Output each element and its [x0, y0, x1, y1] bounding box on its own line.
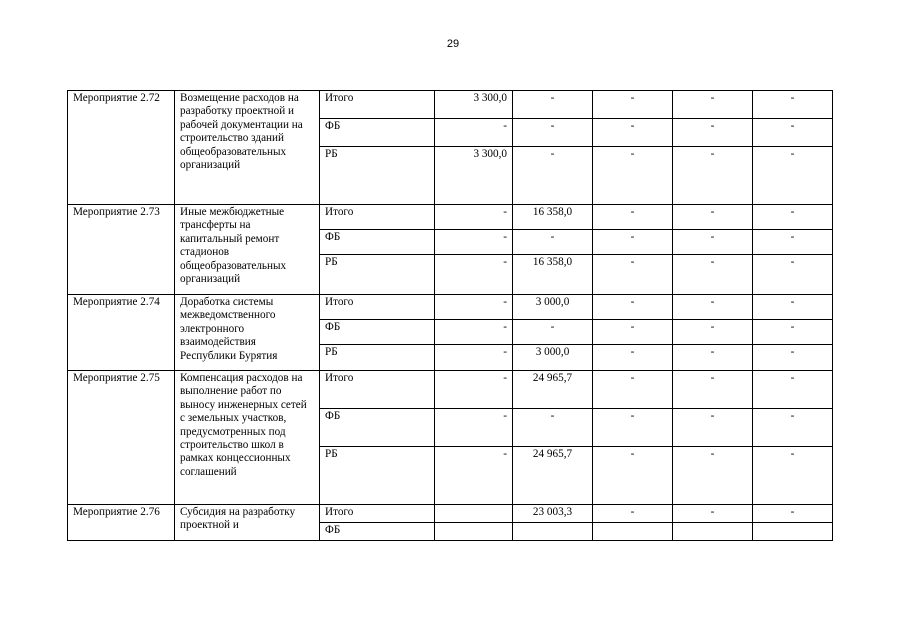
page-number: 29 [446, 38, 460, 50]
value-cell: - [753, 119, 833, 147]
value-cell: 16 358,0 [513, 205, 593, 230]
funding-source-cell: ФБ [320, 230, 435, 255]
funding-source-cell: РБ [320, 255, 435, 295]
value-cell: - [513, 147, 593, 205]
value-cell: - [435, 320, 513, 345]
value-cell: - [435, 345, 513, 371]
value-cell: 16 358,0 [513, 255, 593, 295]
value-cell: - [753, 409, 833, 447]
value-cell [513, 523, 593, 541]
value-cell: - [435, 447, 513, 505]
value-cell: 3 300,0 [435, 91, 513, 119]
value-cell: - [673, 91, 753, 119]
value-cell: 3 300,0 [435, 147, 513, 205]
measure-id-cell: Мероприятие 2.76 [68, 505, 175, 541]
value-cell: - [593, 205, 673, 230]
value-cell: - [593, 320, 673, 345]
value-cell: - [753, 505, 833, 523]
measure-name-cell: Доработка системы межведомственного электронного взаимодействия Республики Бурятия [175, 295, 320, 371]
table-row [68, 295, 833, 320]
value-cell: 24 965,7 [513, 447, 593, 505]
value-cell: - [753, 147, 833, 205]
measure-id-cell: Мероприятие 2.74 [68, 295, 175, 371]
measure-name-cell: Иные межбюджетные трансферты на капитальный ремонт стадионов общеобразовательных организаций [175, 205, 320, 295]
funding-source-cell: Итого [320, 91, 435, 119]
funding-source-cell: ФБ [320, 409, 435, 447]
value-cell: - [513, 119, 593, 147]
value-cell: 3 000,0 [513, 295, 593, 320]
value-cell: - [753, 447, 833, 505]
value-cell: - [753, 255, 833, 295]
funding-source-cell: Итого [320, 371, 435, 409]
value-cell: - [435, 119, 513, 147]
value-cell: - [753, 91, 833, 119]
table-row [68, 371, 833, 409]
value-cell: - [673, 447, 753, 505]
table-row [68, 205, 833, 230]
value-cell [673, 523, 753, 541]
value-cell: - [673, 505, 753, 523]
value-cell [435, 505, 513, 523]
value-cell: 23 003,3 [513, 505, 593, 523]
value-cell: - [673, 345, 753, 371]
value-cell: - [513, 320, 593, 345]
value-cell: - [673, 147, 753, 205]
funding-source-cell: ФБ [320, 320, 435, 345]
value-cell: - [593, 255, 673, 295]
value-cell: - [593, 505, 673, 523]
measure-name-cell: Субсидия на разработку проектной и [175, 505, 320, 541]
value-cell: - [593, 295, 673, 320]
value-cell: - [673, 295, 753, 320]
value-cell: - [593, 447, 673, 505]
value-cell: - [673, 205, 753, 230]
measure-id-cell: Мероприятие 2.75 [68, 371, 175, 505]
budget-table [67, 90, 833, 541]
value-cell: - [435, 409, 513, 447]
table-row [68, 505, 833, 523]
value-cell: - [593, 119, 673, 147]
value-cell: - [513, 230, 593, 255]
value-cell: - [753, 205, 833, 230]
value-cell: - [513, 91, 593, 119]
value-cell: - [435, 205, 513, 230]
value-cell: - [593, 91, 673, 119]
value-cell: - [753, 230, 833, 255]
table-row [68, 91, 833, 119]
value-cell: - [753, 371, 833, 409]
value-cell: - [593, 371, 673, 409]
value-cell: - [435, 255, 513, 295]
measure-id-cell: Мероприятие 2.72 [68, 91, 175, 205]
funding-source-cell: Итого [320, 505, 435, 523]
value-cell: - [593, 345, 673, 371]
value-cell: - [435, 371, 513, 409]
value-cell: - [673, 320, 753, 345]
measure-name-cell: Компенсация расходов на выполнение работ по выносу инженерных сетей с земельных участков, предусмотренных под строительство школ в рамках концессионных соглашений [175, 371, 320, 505]
measure-id-cell: Мероприятие 2.73 [68, 205, 175, 295]
value-cell: - [753, 320, 833, 345]
value-cell [753, 523, 833, 541]
value-cell [435, 523, 513, 541]
value-cell: - [673, 255, 753, 295]
value-cell: - [673, 371, 753, 409]
value-cell: - [673, 230, 753, 255]
value-cell: - [593, 147, 673, 205]
value-cell: - [753, 345, 833, 371]
measure-name-cell: Возмещение расходов на разработку проектной и рабочей документации на строительство зданий общеобразовательных организаций [175, 91, 320, 205]
funding-source-cell: РБ [320, 147, 435, 205]
funding-source-cell: ФБ [320, 119, 435, 147]
value-cell: - [753, 295, 833, 320]
value-cell: - [435, 230, 513, 255]
value-cell: - [435, 295, 513, 320]
funding-source-cell: ФБ [320, 523, 435, 541]
value-cell: - [673, 119, 753, 147]
value-cell: - [673, 409, 753, 447]
value-cell: - [593, 230, 673, 255]
value-cell: - [593, 409, 673, 447]
funding-source-cell: Итого [320, 295, 435, 320]
funding-source-cell: РБ [320, 345, 435, 371]
value-cell: 24 965,7 [513, 371, 593, 409]
funding-source-cell: РБ [320, 447, 435, 505]
value-cell: - [513, 409, 593, 447]
funding-source-cell: Итого [320, 205, 435, 230]
value-cell: 3 000,0 [513, 345, 593, 371]
value-cell [593, 523, 673, 541]
